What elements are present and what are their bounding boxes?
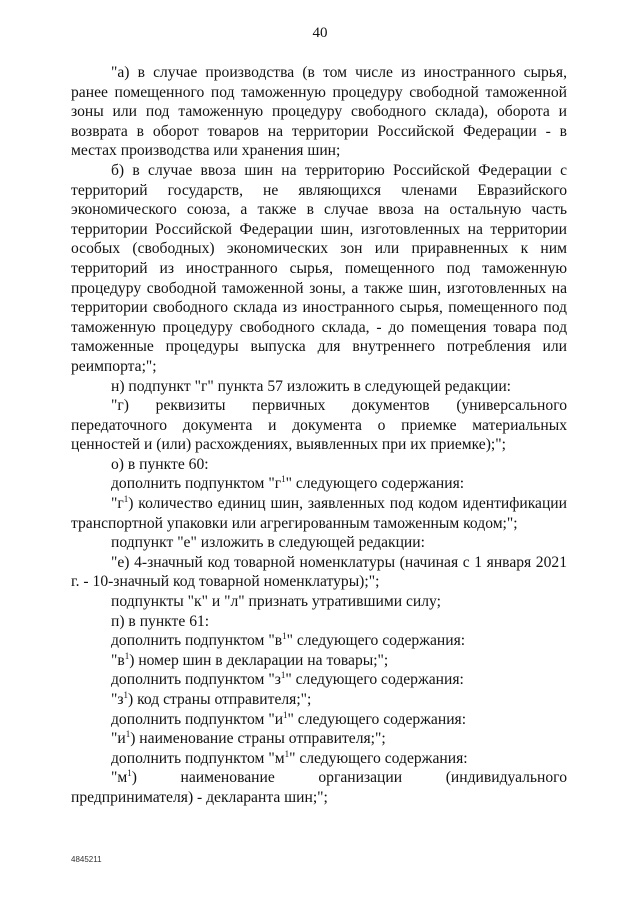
paragraph-o: о) в пункте 60: (111, 455, 209, 473)
text-pre: "в (111, 651, 125, 669)
superscript: 1 (127, 768, 132, 779)
document-body (71, 63, 567, 808)
paragraph-k-l: подпункты "к" и "л" признать утратившими силу; (111, 593, 441, 611)
superscript: 1 (281, 474, 286, 485)
paragraph-g1-text (71, 494, 567, 533)
paragraph-z1-text (71, 690, 567, 710)
paragraph-i1-text (71, 729, 567, 749)
text-pre: дополнить подпунктом "з (111, 671, 281, 689)
paragraph-g-text: "г) реквизиты первичных документов (универсального передаточного документа и документа о приемке материальных ценностей и (или) расхождениях, выявленных при их приемке);"; (71, 397, 567, 454)
document-id: 4845211 (71, 855, 102, 864)
paragraph-p: п) в пункте 61: (111, 612, 210, 630)
page-number: 40 (312, 25, 328, 41)
text-pre: дополнить подпунктом "г (111, 475, 282, 493)
superscript: 1 (123, 493, 129, 504)
paragraph-n: н) подпункт "г" пункта 57 изложить в следующей редакции: (111, 377, 512, 395)
superscript: 1 (283, 709, 288, 720)
superscript: 1 (124, 650, 130, 661)
superscript: 1 (123, 689, 129, 700)
text-pre: дополнить подпунктом "в (111, 632, 283, 650)
paragraph-v1-text (71, 651, 567, 671)
paragraph-add-v1 (71, 631, 567, 651)
paragraph-add-g1 (71, 474, 567, 494)
text-post: " следующего содержания: (286, 632, 466, 650)
text-post: ) наименование организации (индивидуального предпринимателя) - декларанта шин;"; (71, 769, 567, 806)
paragraph-b: б) в случае ввоза шин на территорию Российской Федерации с территорий государств, не являющихся членами Евразийского экономического союза, а также в случае ввоза на остальную часть территории Российской Федерации шин, изготовленных на территории особых (свободных) экономических зон или приравненных к ним территорий из иностранного сырья, помещенного под таможенную процедуру свободной таможенной зоны, а также шин, изготовленных на территории свободного склада из иностранного сырья, помещенного под таможенную процедуру свободного склада, - до помещения товара под таможенные процедуры выпуска для внутреннего потребления или реимпорта;"; (71, 161, 567, 375)
superscript: 1 (280, 670, 286, 681)
text-pre: "з (111, 691, 124, 708)
text-pre: "м (111, 769, 128, 787)
text-post: " следующего содержания: (287, 710, 467, 728)
paragraph-e-text: "е) 4-значный код товарной номенклатуры (начиная с 1 января 2021 г. - 10-значный код товарной номенклатуры);"; (71, 553, 567, 591)
text-post: " следующего содержания: (285, 475, 465, 493)
paragraph-m1-text (71, 768, 567, 807)
text-pre: дополнить подпунктом "м (111, 749, 285, 767)
text-post: ) код страны отправителя;"; (128, 691, 312, 708)
text-pre: "г (111, 495, 124, 513)
paragraph-add-m1 (71, 749, 567, 769)
text-post: ) номер шин в декларации на товары;"; (129, 651, 389, 669)
text-post: ) наименование страны отправителя;"; (130, 730, 386, 748)
paragraph-a: "а) в случае производства (в том числе из иностранного сырья, ранее помещенного под таможенную процедуру свободной таможенной зоны или под таможенную процедуру свободного склада), оборота и возврата в оборот товаров на территории Российской Федерации - в местах производства или хранения шин; (71, 64, 567, 160)
text-post: " следующего содержания: (285, 671, 464, 689)
superscript: 1 (282, 631, 287, 642)
text-post: " следующего содержания: (289, 749, 468, 767)
text-pre: дополнить подпунктом "и (111, 710, 284, 728)
superscript: 1 (125, 729, 131, 739)
text-pre: "и (111, 730, 126, 748)
superscript: 1 (284, 748, 290, 759)
paragraph-add-z1 (71, 670, 567, 690)
text-post: ) количество единиц шин, заявленных под кодом идентификации транспортной упаковки или агрегированным таможенным кодом;"; (71, 495, 567, 532)
paragraph-add-i1 (71, 710, 567, 730)
paragraph-e-edit: подпункт "е" изложить в следующей редакции: (111, 534, 425, 552)
